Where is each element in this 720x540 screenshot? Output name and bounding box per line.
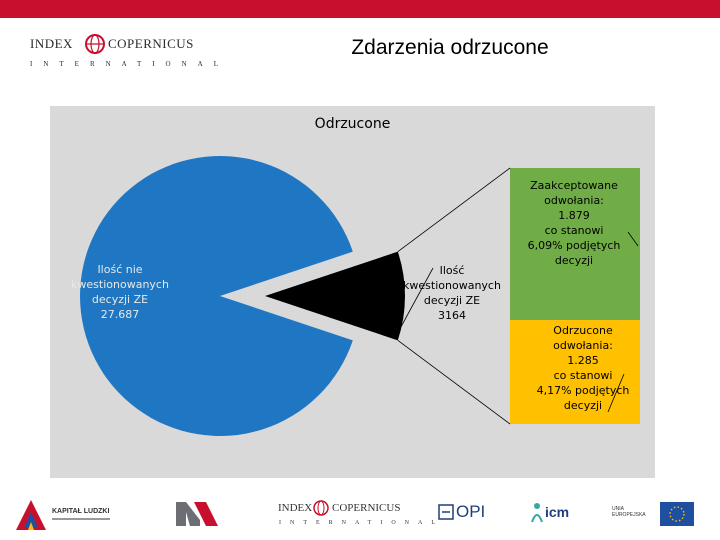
label-questioned-line: decyzji ZE — [423, 294, 481, 307]
label-rejected-line: odwołania: — [553, 339, 613, 352]
label-accepted-line: Zaakceptowane — [530, 179, 618, 192]
label-rejected-line: decyzji — [563, 399, 603, 412]
logo-word-copernicus: COPERNICUS — [108, 36, 194, 51]
kapital-ludzki-logo: KAPITAŁ LUDZKI — [52, 508, 110, 515]
unia-europejska-text: UNIA EUROPEJSKA — [612, 506, 646, 518]
footer-copernicus-globe-icon — [313, 499, 329, 517]
label-questioned-line: kwestionowanych — [403, 279, 501, 292]
label-accepted-line: 1.879 — [558, 209, 590, 222]
top-stripe — [0, 0, 720, 18]
footer-logo-copernicus: COPERNICUS — [332, 502, 401, 514]
label-accepted-line: 6,09% podjętych — [527, 239, 621, 252]
label-rejected — [528, 323, 638, 413]
label-unquestioned-line: decyzji ZE — [91, 293, 149, 306]
logo-word-index: INDEX — [30, 36, 73, 51]
label-questioned — [390, 263, 514, 323]
label-rejected-line: Odrzucone — [553, 324, 613, 337]
chart-title: Odrzucone — [314, 116, 391, 132]
index-copernicus-logo — [28, 32, 229, 74]
label-unquestioned-line: kwestionowanych — [71, 278, 169, 291]
opi-logo: OPI — [456, 502, 486, 521]
footer-logo-index: INDEX — [278, 502, 313, 514]
label-questioned-line: 3164 — [438, 309, 466, 322]
label-unquestioned-line: 27.687 — [100, 308, 140, 321]
label-accepted-line: odwołania: — [544, 194, 604, 207]
label-rejected-line: 4,17% podjętych — [536, 384, 630, 397]
opi-emblem-icon — [438, 504, 454, 520]
chart-area — [50, 106, 655, 478]
footer-logo-subtext: INTERNATIONAL — [279, 520, 444, 526]
kapital-ludzki-icon — [14, 498, 48, 532]
footer-logos — [0, 488, 720, 540]
label-unquestioned — [58, 262, 182, 322]
logo-subtext: INTERNATIONAL — [30, 60, 229, 68]
label-accepted — [512, 178, 636, 268]
icm-logo: icm — [545, 504, 570, 520]
label-questioned-line: Ilość — [439, 264, 465, 277]
label-rejected-line: 1.285 — [567, 354, 599, 367]
eu-flag-icon — [660, 502, 694, 526]
label-accepted-line: co stanowi — [544, 224, 604, 237]
connector-line-bottom — [398, 340, 510, 424]
copernicus-globe-icon — [84, 32, 106, 56]
connector-line-top — [398, 168, 510, 252]
nm-logo-icon — [176, 502, 218, 526]
icm-figure-icon — [530, 502, 544, 524]
label-accepted-line: decyzji — [554, 254, 594, 267]
kapital-ludzki-underline — [52, 518, 110, 520]
slide-title: Zdarzenia odrzucone — [351, 36, 549, 59]
label-unquestioned-line: Ilość nie — [97, 263, 143, 276]
label-rejected-line: co stanowi — [553, 369, 613, 382]
